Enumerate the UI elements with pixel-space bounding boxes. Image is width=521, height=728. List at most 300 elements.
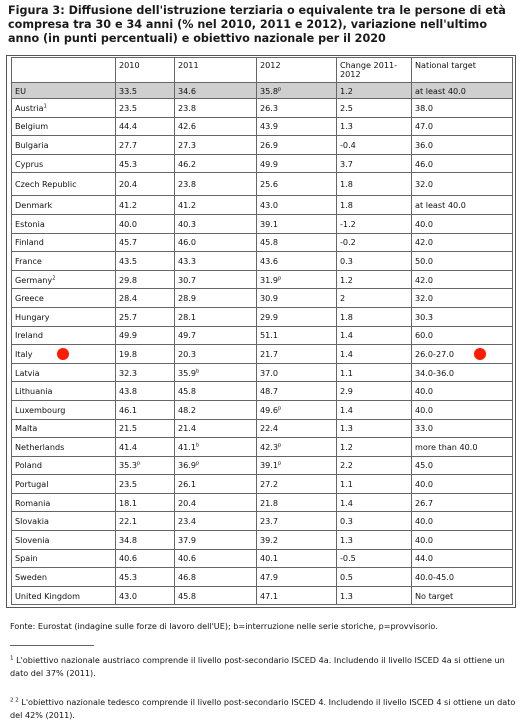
- cell-change: [337, 438, 412, 457]
- cell-2010: [116, 531, 175, 550]
- cell-country-value: Sweden: [15, 572, 47, 583]
- cell-2010: [116, 586, 175, 605]
- cell-2011: [175, 456, 257, 475]
- cell-2011: [175, 252, 257, 271]
- table-row: [12, 549, 513, 568]
- cell-2012-value: 40.1: [260, 553, 279, 564]
- cell-2011: [175, 586, 257, 605]
- cell-2012: [257, 549, 337, 568]
- cell-country-value: Malta: [15, 423, 38, 434]
- cell-change-value: 3.7: [340, 158, 353, 169]
- cell-country: [12, 493, 116, 512]
- table-row: [12, 419, 513, 438]
- cell-country: [12, 531, 116, 550]
- cell-change-value: 1.3: [340, 534, 353, 545]
- cell-country-value: France: [15, 255, 42, 266]
- table-row: [12, 173, 513, 196]
- cell-2010: [116, 270, 175, 289]
- cell-target-value: 60.0: [415, 330, 434, 341]
- cell-2011-value: 23.4: [178, 516, 197, 527]
- cell-target: [412, 512, 513, 531]
- cell-2010-value: 34.8: [119, 534, 138, 545]
- cell-2011: [175, 345, 257, 364]
- cell-change-value: 1.8: [340, 179, 353, 190]
- cell-change-value: 1.1: [340, 479, 353, 490]
- cell-2012-value: 27.2: [260, 479, 279, 490]
- table-row: [12, 586, 513, 605]
- cell-2011: [175, 475, 257, 494]
- table-row: [12, 196, 513, 215]
- cell-country-value: Lithuania: [15, 386, 53, 397]
- header-country: [12, 58, 116, 83]
- cell-2012-value: 21.8: [260, 497, 279, 508]
- cell-target-value: more than 40.0: [415, 441, 478, 452]
- cell-2010-value: 23.5: [119, 479, 138, 490]
- cell-target: [412, 568, 513, 587]
- cell-2012-value: 30.9: [260, 293, 279, 304]
- cell-change-value: 1.2: [340, 85, 353, 96]
- cell-2011-value: 26.1: [178, 479, 197, 490]
- cell-2010: [116, 400, 175, 419]
- cell-2012: [257, 83, 337, 99]
- cell-target-value: 40.0: [415, 218, 434, 229]
- cell-2011: [175, 438, 257, 457]
- cell-target: [412, 400, 513, 419]
- header-national-target: National target: [412, 58, 513, 83]
- cell-2010: [116, 326, 175, 345]
- cell-country: [12, 289, 116, 308]
- cell-change-value: -0.5: [340, 553, 356, 564]
- table-row: [12, 326, 513, 345]
- cell-2011-value: 45.8: [178, 590, 197, 601]
- cell-change: [337, 117, 412, 136]
- cell-target-value: 44.0: [415, 553, 434, 564]
- cell-2012-value: 43.0: [260, 200, 279, 211]
- cell-country-value: Austria: [15, 102, 44, 113]
- header-2010: 2010: [116, 58, 175, 83]
- cell-country: [12, 214, 116, 233]
- cell-2010: [116, 345, 175, 364]
- cell-2010: [116, 196, 175, 215]
- highlight-dot-target: [474, 348, 486, 360]
- cell-2011: [175, 363, 257, 382]
- cell-change-value: 2.2: [340, 460, 353, 471]
- table-row: [12, 456, 513, 475]
- cell-country-value: Estonia: [15, 218, 45, 229]
- cell-2012: [257, 400, 337, 419]
- cell-target-value: 45.0: [415, 460, 434, 471]
- cell-target: [412, 196, 513, 215]
- cell-country-value: Ireland: [15, 330, 43, 341]
- cell-2011-value: 36.9: [178, 460, 197, 471]
- cell-target: [412, 154, 513, 173]
- cell-2011-note: p: [196, 460, 200, 467]
- cell-2012-value: 39.1: [260, 218, 279, 229]
- cell-target-value: 40.0: [415, 516, 434, 527]
- cell-2012: [257, 382, 337, 401]
- cell-target: [412, 345, 513, 364]
- cell-2012: [257, 345, 337, 364]
- cell-change-value: 1.4: [340, 348, 353, 359]
- cell-2011-value: 37.9: [178, 534, 197, 545]
- cell-2012: [257, 99, 337, 118]
- cell-country: [12, 512, 116, 531]
- footnote-2: [10, 696, 520, 722]
- cell-country-value: Cyprus: [15, 158, 44, 169]
- cell-2012: [257, 475, 337, 494]
- cell-2010: [116, 419, 175, 438]
- cell-2010: [116, 493, 175, 512]
- cell-2011: [175, 233, 257, 252]
- table-row: [12, 117, 513, 136]
- footnote-2-mark: 2 2: [10, 697, 19, 704]
- cell-change: [337, 531, 412, 550]
- header-2011: 2011: [175, 58, 257, 83]
- cell-country: [12, 154, 116, 173]
- cell-2012: [257, 419, 337, 438]
- cell-change: [337, 307, 412, 326]
- cell-country-value: Italy: [15, 348, 33, 359]
- cell-change-value: 1.8: [340, 311, 353, 322]
- cell-country: [12, 568, 116, 587]
- cell-change-value: 1.3: [340, 121, 353, 132]
- cell-2010: [116, 363, 175, 382]
- cell-2010-value: 29.8: [119, 274, 138, 285]
- cell-country-value: Poland: [15, 460, 43, 471]
- cell-change: [337, 419, 412, 438]
- cell-target-value: No target: [415, 590, 454, 601]
- cell-country: [12, 438, 116, 457]
- cell-target: [412, 270, 513, 289]
- cell-2012-value: 23.7: [260, 516, 279, 527]
- cell-target-value: 40.0: [415, 479, 434, 490]
- table-row: [12, 154, 513, 173]
- cell-2010-value: 18.1: [119, 497, 138, 508]
- cell-change: [337, 196, 412, 215]
- cell-2010-value: 44.4: [119, 121, 138, 132]
- cell-country: [12, 173, 116, 196]
- cell-2010: [116, 173, 175, 196]
- cell-2010-value: 45.3: [119, 158, 138, 169]
- cell-change: [337, 233, 412, 252]
- cell-2012: [257, 252, 337, 271]
- cell-country-value: Finland: [15, 237, 44, 248]
- cell-2012-note: p: [278, 405, 282, 412]
- table-header-row: [12, 58, 513, 83]
- cell-2012-value: 42.3: [260, 441, 279, 452]
- cell-target-value: 40.0: [415, 386, 434, 397]
- cell-2012: [257, 363, 337, 382]
- cell-country: [12, 400, 116, 419]
- cell-2011: [175, 568, 257, 587]
- cell-2011: [175, 382, 257, 401]
- cell-2010-value: 43.8: [119, 386, 138, 397]
- cell-target-value: 38.0: [415, 102, 434, 113]
- cell-change: [337, 326, 412, 345]
- cell-country-note: 1: [43, 103, 47, 110]
- cell-target: [412, 307, 513, 326]
- cell-country: [12, 326, 116, 345]
- cell-2010: [116, 154, 175, 173]
- cell-2011-value: 48.2: [178, 404, 197, 415]
- cell-2011-value: 27.3: [178, 139, 197, 150]
- cell-country-value: Bulgaria: [15, 139, 49, 150]
- footnote-1: [10, 654, 520, 680]
- cell-2011-note: b: [196, 367, 200, 374]
- cell-target-value: at least 40.0: [415, 85, 466, 96]
- cell-2010-value: 43.0: [119, 590, 138, 601]
- cell-2010-value: 25.7: [119, 311, 138, 322]
- cell-2010: [116, 512, 175, 531]
- cell-target: [412, 99, 513, 118]
- cell-2012: [257, 512, 337, 531]
- cell-2010-value: 33.5: [119, 85, 138, 96]
- cell-2011: [175, 400, 257, 419]
- cell-2012-value: 39.1: [260, 460, 279, 471]
- cell-2010-value: 40.0: [119, 218, 138, 229]
- cell-2011-value: 46.2: [178, 158, 197, 169]
- cell-2011: [175, 493, 257, 512]
- table-row: [12, 512, 513, 531]
- cell-2011: [175, 549, 257, 568]
- cell-change-value: 1.2: [340, 441, 353, 452]
- cell-target-value: at least 40.0: [415, 200, 466, 211]
- cell-2010: [116, 307, 175, 326]
- table-row: [12, 270, 513, 289]
- cell-2011-value: 34.6: [178, 85, 197, 96]
- cell-country: [12, 549, 116, 568]
- cell-2012-value: 47.9: [260, 572, 279, 583]
- cell-change-value: 0.3: [340, 516, 353, 527]
- cell-target-value: 40.0-45.0: [415, 572, 454, 583]
- header-2012: 2012: [257, 58, 337, 83]
- cell-country-value: EU: [15, 85, 27, 96]
- cell-2011-value: 23.8: [178, 179, 197, 190]
- cell-2012-note: p: [278, 274, 282, 281]
- cell-target-value: 42.0: [415, 237, 434, 248]
- cell-2012: [257, 568, 337, 587]
- highlight-dot-country: [57, 348, 69, 360]
- cell-2011: [175, 99, 257, 118]
- cell-2012: [257, 270, 337, 289]
- cell-2010-value: 21.5: [119, 423, 138, 434]
- cell-country: [12, 252, 116, 271]
- cell-country: [12, 99, 116, 118]
- cell-change: [337, 400, 412, 419]
- cell-country-value: Germany: [15, 274, 53, 285]
- cell-target-value: 30.3: [415, 311, 434, 322]
- cell-target-value: 36.0: [415, 139, 434, 150]
- cell-change-value: 1.3: [340, 423, 353, 434]
- cell-change: [337, 475, 412, 494]
- cell-2010-value: 45.3: [119, 572, 138, 583]
- cell-2012: [257, 196, 337, 215]
- cell-change-value: 1.4: [340, 404, 353, 415]
- cell-change-value: 1.1: [340, 367, 353, 378]
- cell-2012: [257, 438, 337, 457]
- cell-target: [412, 382, 513, 401]
- cell-2012-value: 49.6: [260, 404, 279, 415]
- cell-change: [337, 493, 412, 512]
- cell-2011-value: 46.0: [178, 237, 197, 248]
- cell-country-value: Belgium: [15, 121, 49, 132]
- cell-2012-value: 29.9: [260, 311, 279, 322]
- cell-target: [412, 173, 513, 196]
- cell-country-value: Luxembourg: [15, 404, 66, 415]
- table-row: [12, 363, 513, 382]
- cell-target: [412, 549, 513, 568]
- cell-target: [412, 289, 513, 308]
- cell-2012: [257, 136, 337, 155]
- cell-country-value: Romania: [15, 497, 51, 508]
- table-row: [12, 214, 513, 233]
- cell-2010-value: 35.3: [119, 460, 138, 471]
- cell-2012: [257, 289, 337, 308]
- cell-2010: [116, 456, 175, 475]
- cell-target-value: 40.0: [415, 534, 434, 545]
- table-row: [12, 289, 513, 308]
- cell-2011-value: 20.3: [178, 348, 197, 359]
- cell-target: [412, 214, 513, 233]
- cell-2011: [175, 270, 257, 289]
- footnote-1-mark: 1: [10, 655, 14, 662]
- cell-2011-value: 20.4: [178, 497, 197, 508]
- cell-country: [12, 196, 116, 215]
- cell-2011-value: 40.6: [178, 553, 197, 564]
- cell-target-value: 26.7: [415, 497, 434, 508]
- table-row: [12, 136, 513, 155]
- cell-target-value: 47.0: [415, 121, 434, 132]
- cell-2010-note: p: [137, 460, 141, 467]
- cell-target: [412, 252, 513, 271]
- cell-2011-value: 41.1: [178, 441, 197, 452]
- cell-2011: [175, 117, 257, 136]
- cell-change-value: 1.4: [340, 330, 353, 341]
- cell-change: [337, 270, 412, 289]
- table-row: [12, 99, 513, 118]
- cell-target-value: 32.0: [415, 179, 434, 190]
- cell-country: [12, 117, 116, 136]
- cell-2011-value: 35.9: [178, 367, 197, 378]
- cell-2010: [116, 83, 175, 99]
- cell-target-value: 42.0: [415, 274, 434, 285]
- cell-change: [337, 549, 412, 568]
- cell-2011-value: 45.8: [178, 386, 197, 397]
- cell-country: [12, 419, 116, 438]
- cell-change-value: -1.2: [340, 218, 356, 229]
- cell-2010: [116, 549, 175, 568]
- cell-change-value: 2.5: [340, 102, 353, 113]
- footnote-2-text: L'obiettivo nazionale tedesco comprende il livello post-secondario ISCED 4. Includendo il livello ISCED 4 si ottiene un dato del 42% (2011).: [10, 697, 516, 720]
- cell-2012: [257, 493, 337, 512]
- cell-2011-value: 28.1: [178, 311, 197, 322]
- cell-country-value: Greece: [15, 293, 44, 304]
- table-row: [12, 438, 513, 457]
- cell-2010-value: 27.7: [119, 139, 138, 150]
- cell-2012-value: 31.9: [260, 274, 279, 285]
- cell-change: [337, 289, 412, 308]
- cell-2011-value: 49.7: [178, 330, 197, 341]
- cell-target: [412, 419, 513, 438]
- cell-2012: [257, 173, 337, 196]
- cell-2010: [116, 438, 175, 457]
- cell-2010-value: 32.3: [119, 367, 138, 378]
- cell-target-value: 50.0: [415, 255, 434, 266]
- cell-2012-value: 48.7: [260, 386, 279, 397]
- cell-country: [12, 363, 116, 382]
- cell-2012-value: 43.6: [260, 255, 279, 266]
- cell-country-value: Netherlands: [15, 441, 65, 452]
- cell-change-value: 0.5: [340, 572, 353, 583]
- header-change: Change 2011-2012: [337, 58, 412, 83]
- cell-target: [412, 456, 513, 475]
- cell-change-value: 1.4: [340, 497, 353, 508]
- cell-country-value: Hungary: [15, 311, 50, 322]
- cell-change: [337, 382, 412, 401]
- cell-country-note: 2: [52, 274, 56, 281]
- cell-2012-value: 22.4: [260, 423, 279, 434]
- cell-2011: [175, 154, 257, 173]
- cell-2010-value: 28.4: [119, 293, 138, 304]
- cell-change: [337, 252, 412, 271]
- cell-2010: [116, 568, 175, 587]
- cell-2012-value: 45.8: [260, 237, 279, 248]
- cell-change: [337, 173, 412, 196]
- cell-2012-value: 51.1: [260, 330, 279, 341]
- cell-2010-value: 43.5: [119, 255, 138, 266]
- cell-2011: [175, 419, 257, 438]
- cell-2010: [116, 475, 175, 494]
- cell-2011-value: 41.2: [178, 200, 197, 211]
- cell-target: [412, 83, 513, 99]
- cell-2011-value: 28.9: [178, 293, 197, 304]
- cell-change-value: -0.2: [340, 237, 356, 248]
- cell-country: [12, 270, 116, 289]
- cell-2011-value: 30.7: [178, 274, 197, 285]
- cell-target: [412, 233, 513, 252]
- cell-2012-value: 47.1: [260, 590, 279, 601]
- source-note: Fonte: Eurostat (indagine sulle forze di lavoro dell'UE); b=interruzione nelle serie storiche, p=provvisorio.: [10, 621, 438, 631]
- footnote-divider: [10, 645, 94, 646]
- cell-2010-value: 49.9: [119, 330, 138, 341]
- table-row: [12, 400, 513, 419]
- cell-change: [337, 568, 412, 587]
- cell-country: [12, 475, 116, 494]
- cell-target: [412, 136, 513, 155]
- data-table: [11, 57, 513, 605]
- cell-2010: [116, 252, 175, 271]
- cell-2012-value: 35.8: [260, 85, 279, 96]
- cell-change-value: 0.3: [340, 255, 353, 266]
- cell-target: [412, 117, 513, 136]
- cell-change: [337, 363, 412, 382]
- cell-country: [12, 586, 116, 605]
- cell-change: [337, 345, 412, 364]
- cell-country: [12, 233, 116, 252]
- cell-country: [12, 83, 116, 99]
- cell-country-value: Portugal: [15, 479, 49, 490]
- cell-2011-value: 46.8: [178, 572, 197, 583]
- cell-2012-value: 21.7: [260, 348, 279, 359]
- cell-target-value: 33.0: [415, 423, 434, 434]
- cell-2011-value: 42.6: [178, 121, 197, 132]
- cell-target-value: 34.0-36.0: [415, 367, 454, 378]
- cell-2012: [257, 233, 337, 252]
- cell-change: [337, 83, 412, 99]
- cell-2012: [257, 307, 337, 326]
- cell-2011: [175, 326, 257, 345]
- cell-2011: [175, 196, 257, 215]
